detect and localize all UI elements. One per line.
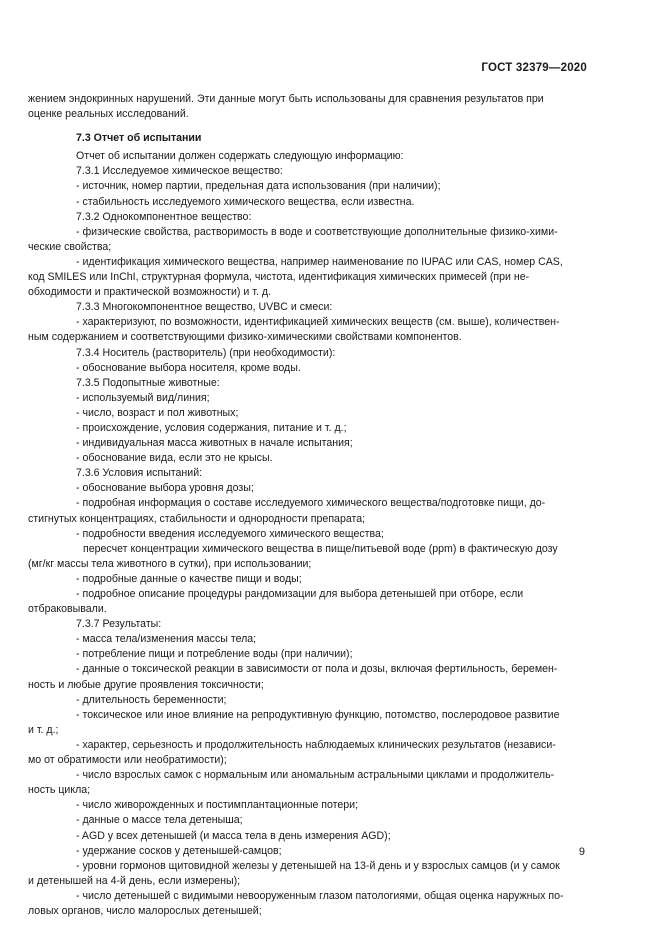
subsection-heading: 7.3.1 Исследуемое химическое вещество: [76,165,283,178]
list-item: - характеризуют, по возможности, идентификацией химических веществ (см. выше), количествен- [76,316,560,329]
list-item-continuation: обходимости и практической возможности) и т. д. [28,286,271,299]
list-item: - подробности введения исследуемого химического вещества; [76,527,384,540]
text-line: Отчет об испытании должен содержать следующую информацию: [76,150,404,163]
spacer [28,122,584,131]
list-item: - подробное описание процедуры рандомизации для выбора детенышей при отборе, если [76,588,524,600]
list-item: - число живорожденных и постимплантационные потери; [76,799,359,812]
list-item-continuation: и т. д.; [28,723,59,736]
list-item-continuation: ным содержанием и соответствующими физико-химическими свойствами компонентов. [28,331,462,344]
list-item: - AGD у всех детенышей (и масса тела в день измерения AGD); [76,829,391,842]
list-item: - длительность беременности; [76,693,227,706]
list-item-continuation: ческие свойства; [28,240,112,253]
list-item: - масса тела/изменения массы тела; [76,633,257,646]
list-item: - индивидуальная масса животных в начале испытания; [76,437,353,450]
list-item-continuation: и детенышей на 4-й день, если измерены); [28,874,241,887]
section-heading: 7.3 Отчет об испытании [76,132,202,145]
list-item-continuation: стигнутых концентрациях, стабильности и однородности препарата; [28,512,366,525]
list-item: - обоснование вида, если это не крысы. [76,452,273,465]
list-item: - физические свойства, растворимость в воде и соответствующие дополнительные физико-хими- [76,225,558,238]
text-line: жением эндокринных нарушений. Эти данные могут быть использованы для сравнения результатов при [28,93,544,105]
list-item: - число детенышей с видимыми невооруженным глазом патологиями, общая оценка наружных по- [76,889,564,902]
list-item: - идентификация химического вещества, например наименование по IUPAC или CAS, номер CAS, [76,255,563,268]
list-item: - стабильность исследуемого химического вещества, если известна. [76,195,415,208]
list-item: - токсическое или иное влияние на репродуктивную функцию, потомство, послеродовое развитие [76,708,560,721]
list-item: - обоснование выбора уровня дозы; [76,482,254,495]
subsection-heading: 7.3.6 Условия испытаний: [76,467,203,480]
list-item-continuation: ность цикла; [28,784,91,797]
list-item-continuation: (мг/кг массы тела животного в сутки), при использовании; [28,557,312,570]
list-item: - подробные данные о качестве пищи и воды; [76,572,302,585]
list-item: - обоснование выбора носителя, кроме воды. [76,361,301,374]
list-item: - данные о массе тела детеныша; [76,814,243,827]
subsection-heading: 7.3.3 Многокомпонентное вещество, UVBC и смеси: [76,301,333,314]
list-item: - число, возраст и пол животных; [76,406,239,419]
list-item: - происхождение, условия содержания, питание и т. д.; [76,421,347,434]
subsection-heading: 7.3.2 Однокомпонентное вещество: [76,210,252,223]
list-item: - удержание сосков у детенышей-самцов; [76,844,282,857]
list-item: - число взрослых самок с нормальным или аномальным астральными циклами и продолжитель- [76,769,555,782]
subsection-heading: 7.3.4 Носитель (растворитель) (при необходимости): [76,346,336,359]
list-item-continuation: отбраковывали. [28,603,107,616]
text-line: оценке реальных исследований. [28,108,189,121]
subsection-heading: 7.3.5 Подопытные животные: [76,376,220,389]
list-item: - используемый вид/линия; [76,391,210,404]
list-item: - данные о токсической реакции в зависимости от пола и дозы, включая фертильность, беремен- [76,663,558,676]
page-number: 9 [578,846,585,858]
subsection-heading: 7.3.7 Результаты: [76,618,162,631]
list-item-continuation: мо от обратимости или необратимости); [28,754,227,767]
list-item: - уровни гормонов щитовидной железы у детенышей на 13-й день и у взрослых самцов (и у самок [76,859,560,872]
list-item: - потребление пищи и потребление воды (при наличии); [76,648,353,661]
list-item-continuation: код SMILES или InChI, структурная формула, чистота, идентификация химических примесей (при не- [28,271,530,284]
list-item-continuation: ловых органов, число малорослых детенышей; [28,904,262,917]
list-item: - подробная информация о составе исследуемого химического вещества/подготовке пищи, до- [76,497,546,510]
list-item: пересчет концентрации химического вещества в пище/питьевой воде (ppm) в фактическую дозу [83,542,558,555]
document-body [28,92,584,919]
list-item: - источник, номер партии, предельная дата использования (при наличии); [76,180,441,193]
list-item: - характер, серьезность и продолжительность наблюдаемых клинических результатов (независи- [76,738,556,751]
document-header-standard: ГОСТ 32379—2020 [481,62,587,74]
list-item-continuation: ность и любые другие проявления токсичности; [28,678,264,691]
